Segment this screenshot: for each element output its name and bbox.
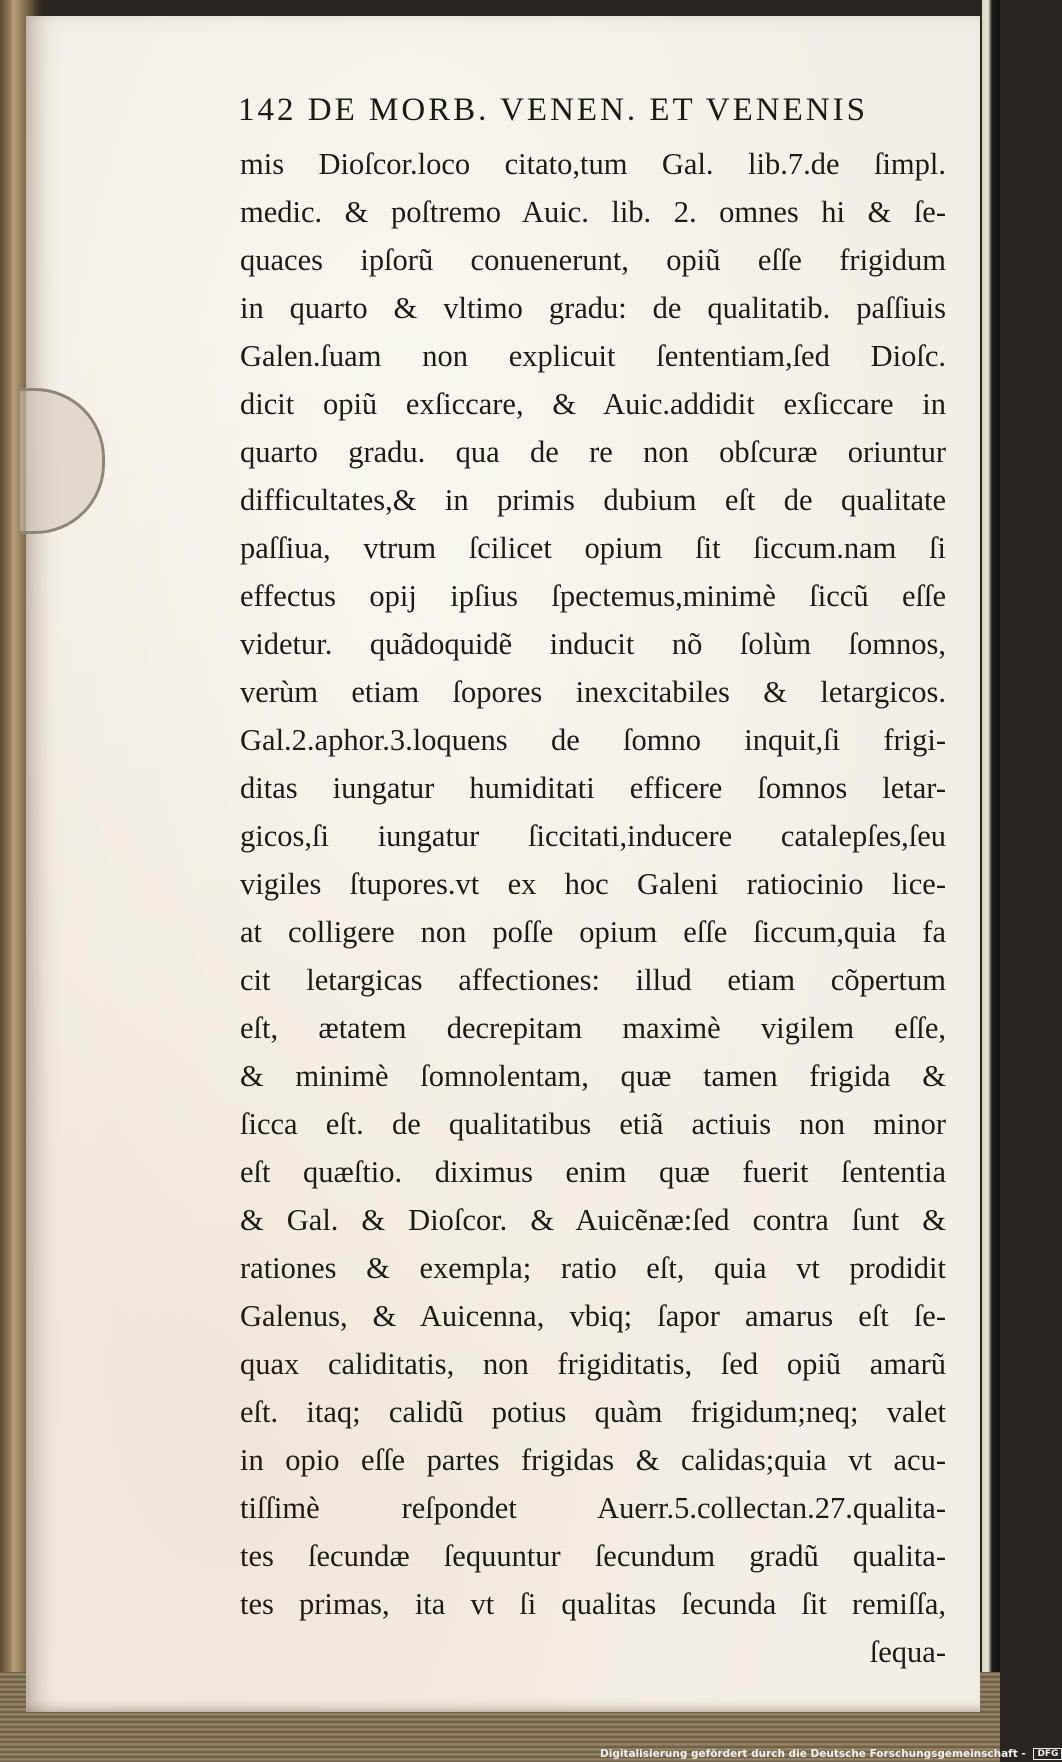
text-line: verùm etiam ſopores inexcitabiles & letargicos.: [240, 675, 946, 709]
text-line: mis Dioſcor.loco citato,tum Gal. lib.7.de ſimpl.: [240, 147, 946, 181]
page-edge-right: [982, 0, 1000, 1762]
text-line: in opio eſſe partes frigidas & calidas;quia vt acu-: [240, 1443, 946, 1477]
text-line: tes primas, ita vt ſi qualitas ſecunda ſit remiſſa,: [240, 1587, 946, 1621]
text-line: quarto gradu. qua de re non obſcuræ oriuntur: [240, 435, 946, 469]
text-line: & Gal. & Dioſcor. & Auicẽnæ:ſed contra ſunt &: [240, 1203, 946, 1237]
text-line: Galen.ſuam non explicuit ſententiam,ſed Dioſc.: [240, 339, 946, 373]
text-block: [240, 140, 946, 1676]
text-line: videtur. quãdoquidẽ inducit nõ ſolùm ſomnos,: [240, 627, 946, 661]
running-header: 142 DE MORB. VENEN. ET VENENIS: [238, 92, 868, 128]
text-line: gicos,ſi iungatur ſiccitati,inducere catalepſes,ſeu: [240, 819, 946, 853]
text-line: ditas iungatur humiditati efficere ſomnos letar-: [240, 771, 946, 805]
catchword: ſequa-: [869, 1635, 946, 1669]
text-line: eſt. itaq; calidũ potius quàm frigidum;neq; valet: [240, 1395, 946, 1429]
text-line: cit letargicas affectiones: illud etiam cõpertum: [240, 963, 946, 997]
text-line: ſicca eſt. de qualitatibus etiã actiuis non minor: [240, 1107, 946, 1141]
text-line: paſſiua, vtrum ſcilicet opium ſit ſiccum.nam ſi: [240, 531, 946, 565]
text-line: Galenus, & Auicenna, vbiq; ſapor amarus eſt ſe-: [240, 1299, 946, 1333]
footer-text: Digitalisierung gefördert durch die Deutsche Forschungsgemeinschaft -: [600, 1748, 1026, 1760]
text-line: effectus opij ipſius ſpectemus,minimè ſiccũ eſſe: [240, 579, 946, 613]
text-line: in quarto & vltimo gradu: de qualitatib. paſſiuis: [240, 291, 946, 325]
text-line: tes ſecundæ ſequuntur ſecundum gradũ qualita-: [240, 1539, 946, 1573]
clasp-ring: [20, 388, 105, 534]
text-line: & minimè ſomnolentam, quæ tamen frigida &: [240, 1059, 946, 1093]
text-line: difficultates,& in primis dubium eſt de qualitate: [240, 483, 946, 517]
text-line: eſt, ætatem decrepitam maximè vigilem eſſe,: [240, 1011, 946, 1045]
footer-credit: [600, 1748, 1059, 1762]
text-line: at colligere non poſſe opium eſſe ſiccum,quia fa: [240, 915, 946, 949]
text-line: tiſſimè reſpondet Auerr.5.collectan.27.qualita-: [240, 1491, 946, 1525]
text-line: quaces ipſorũ conuenerunt, opiũ eſſe frigidum: [240, 243, 946, 277]
text-line: Gal.2.aphor.3.loquens de ſomno inquit,ſi frigi-: [240, 723, 946, 757]
text-line: rationes & exempla; ratio eſt, quia vt prodidit: [240, 1251, 946, 1285]
text-line: vigiles ſtupores.vt ex hoc Galeni ratiocinio lice-: [240, 867, 946, 901]
text-line: medic. & poſtremo Auic. lib. 2. omnes hi & ſe-: [240, 195, 946, 229]
text-line: dicit opiũ exſiccare, & Auic.addidit exſiccare in: [240, 387, 946, 421]
text-line: eſt quæſtio. diximus enim quæ fuerit ſententia: [240, 1155, 946, 1189]
dfg-logo: DFG: [1033, 1748, 1062, 1760]
text-line: quax caliditatis, non frigiditatis, ſed opiũ amarũ: [240, 1347, 946, 1381]
